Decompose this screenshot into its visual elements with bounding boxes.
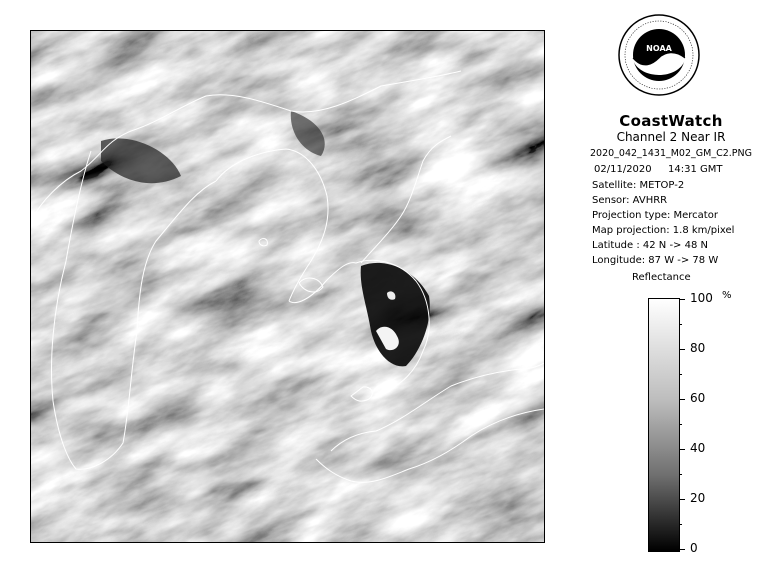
colorbar-tick-label: 60 bbox=[690, 391, 706, 405]
colorbar-minor-tick bbox=[679, 324, 682, 325]
colorbar-title: Reflectance bbox=[632, 272, 691, 283]
acquisition-date: 02/11/2020 bbox=[594, 164, 652, 175]
colorbar-minor-tick bbox=[679, 474, 682, 475]
colorbar-tick-label: 80 bbox=[690, 341, 706, 355]
colorbar-tick-label: 0 bbox=[690, 541, 698, 555]
channel-subtitle: Channel 2 Near IR bbox=[616, 130, 726, 144]
longitude-label: Longitude: 87 W -> 78 W bbox=[592, 255, 719, 266]
product-title: CoastWatch bbox=[619, 112, 723, 130]
map-projection-label: Map projection: 1.8 km/pixel bbox=[592, 225, 735, 236]
sensor-label: Sensor: AVHRR bbox=[592, 195, 668, 206]
acquisition-time: 14:31 GMT bbox=[668, 164, 723, 175]
colorbar-tick-label: 20 bbox=[690, 491, 706, 505]
noaa-logo bbox=[618, 14, 700, 96]
latitude-label: Latitude : 42 N -> 48 N bbox=[592, 240, 708, 251]
satellite-label: Satellite: METOP-2 bbox=[592, 180, 685, 191]
colorbar-tick-label: 40 bbox=[690, 441, 706, 455]
colorbar-tick bbox=[679, 449, 685, 450]
colorbar-minor-tick bbox=[679, 524, 682, 525]
reflectance-colorbar bbox=[648, 298, 680, 552]
image-filename: 2020_042_1431_M02_GM_C2.PNG bbox=[590, 148, 752, 159]
satellite-image-map bbox=[30, 30, 545, 543]
colorbar-tick-label: 100 bbox=[690, 291, 713, 305]
colorbar-tick bbox=[679, 299, 685, 300]
colorbar-tick bbox=[679, 549, 685, 550]
colorbar-unit: % bbox=[722, 290, 732, 301]
projection-type-label: Projection type: Mercator bbox=[592, 210, 718, 221]
colorbar-tick bbox=[679, 349, 685, 350]
colorbar-tick bbox=[679, 499, 685, 500]
colorbar-minor-tick bbox=[679, 424, 682, 425]
svg-text:NOAA: NOAA bbox=[646, 44, 672, 53]
colorbar-minor-tick bbox=[679, 374, 682, 375]
satellite-image-canvas bbox=[31, 31, 544, 542]
colorbar-tick bbox=[679, 399, 685, 400]
